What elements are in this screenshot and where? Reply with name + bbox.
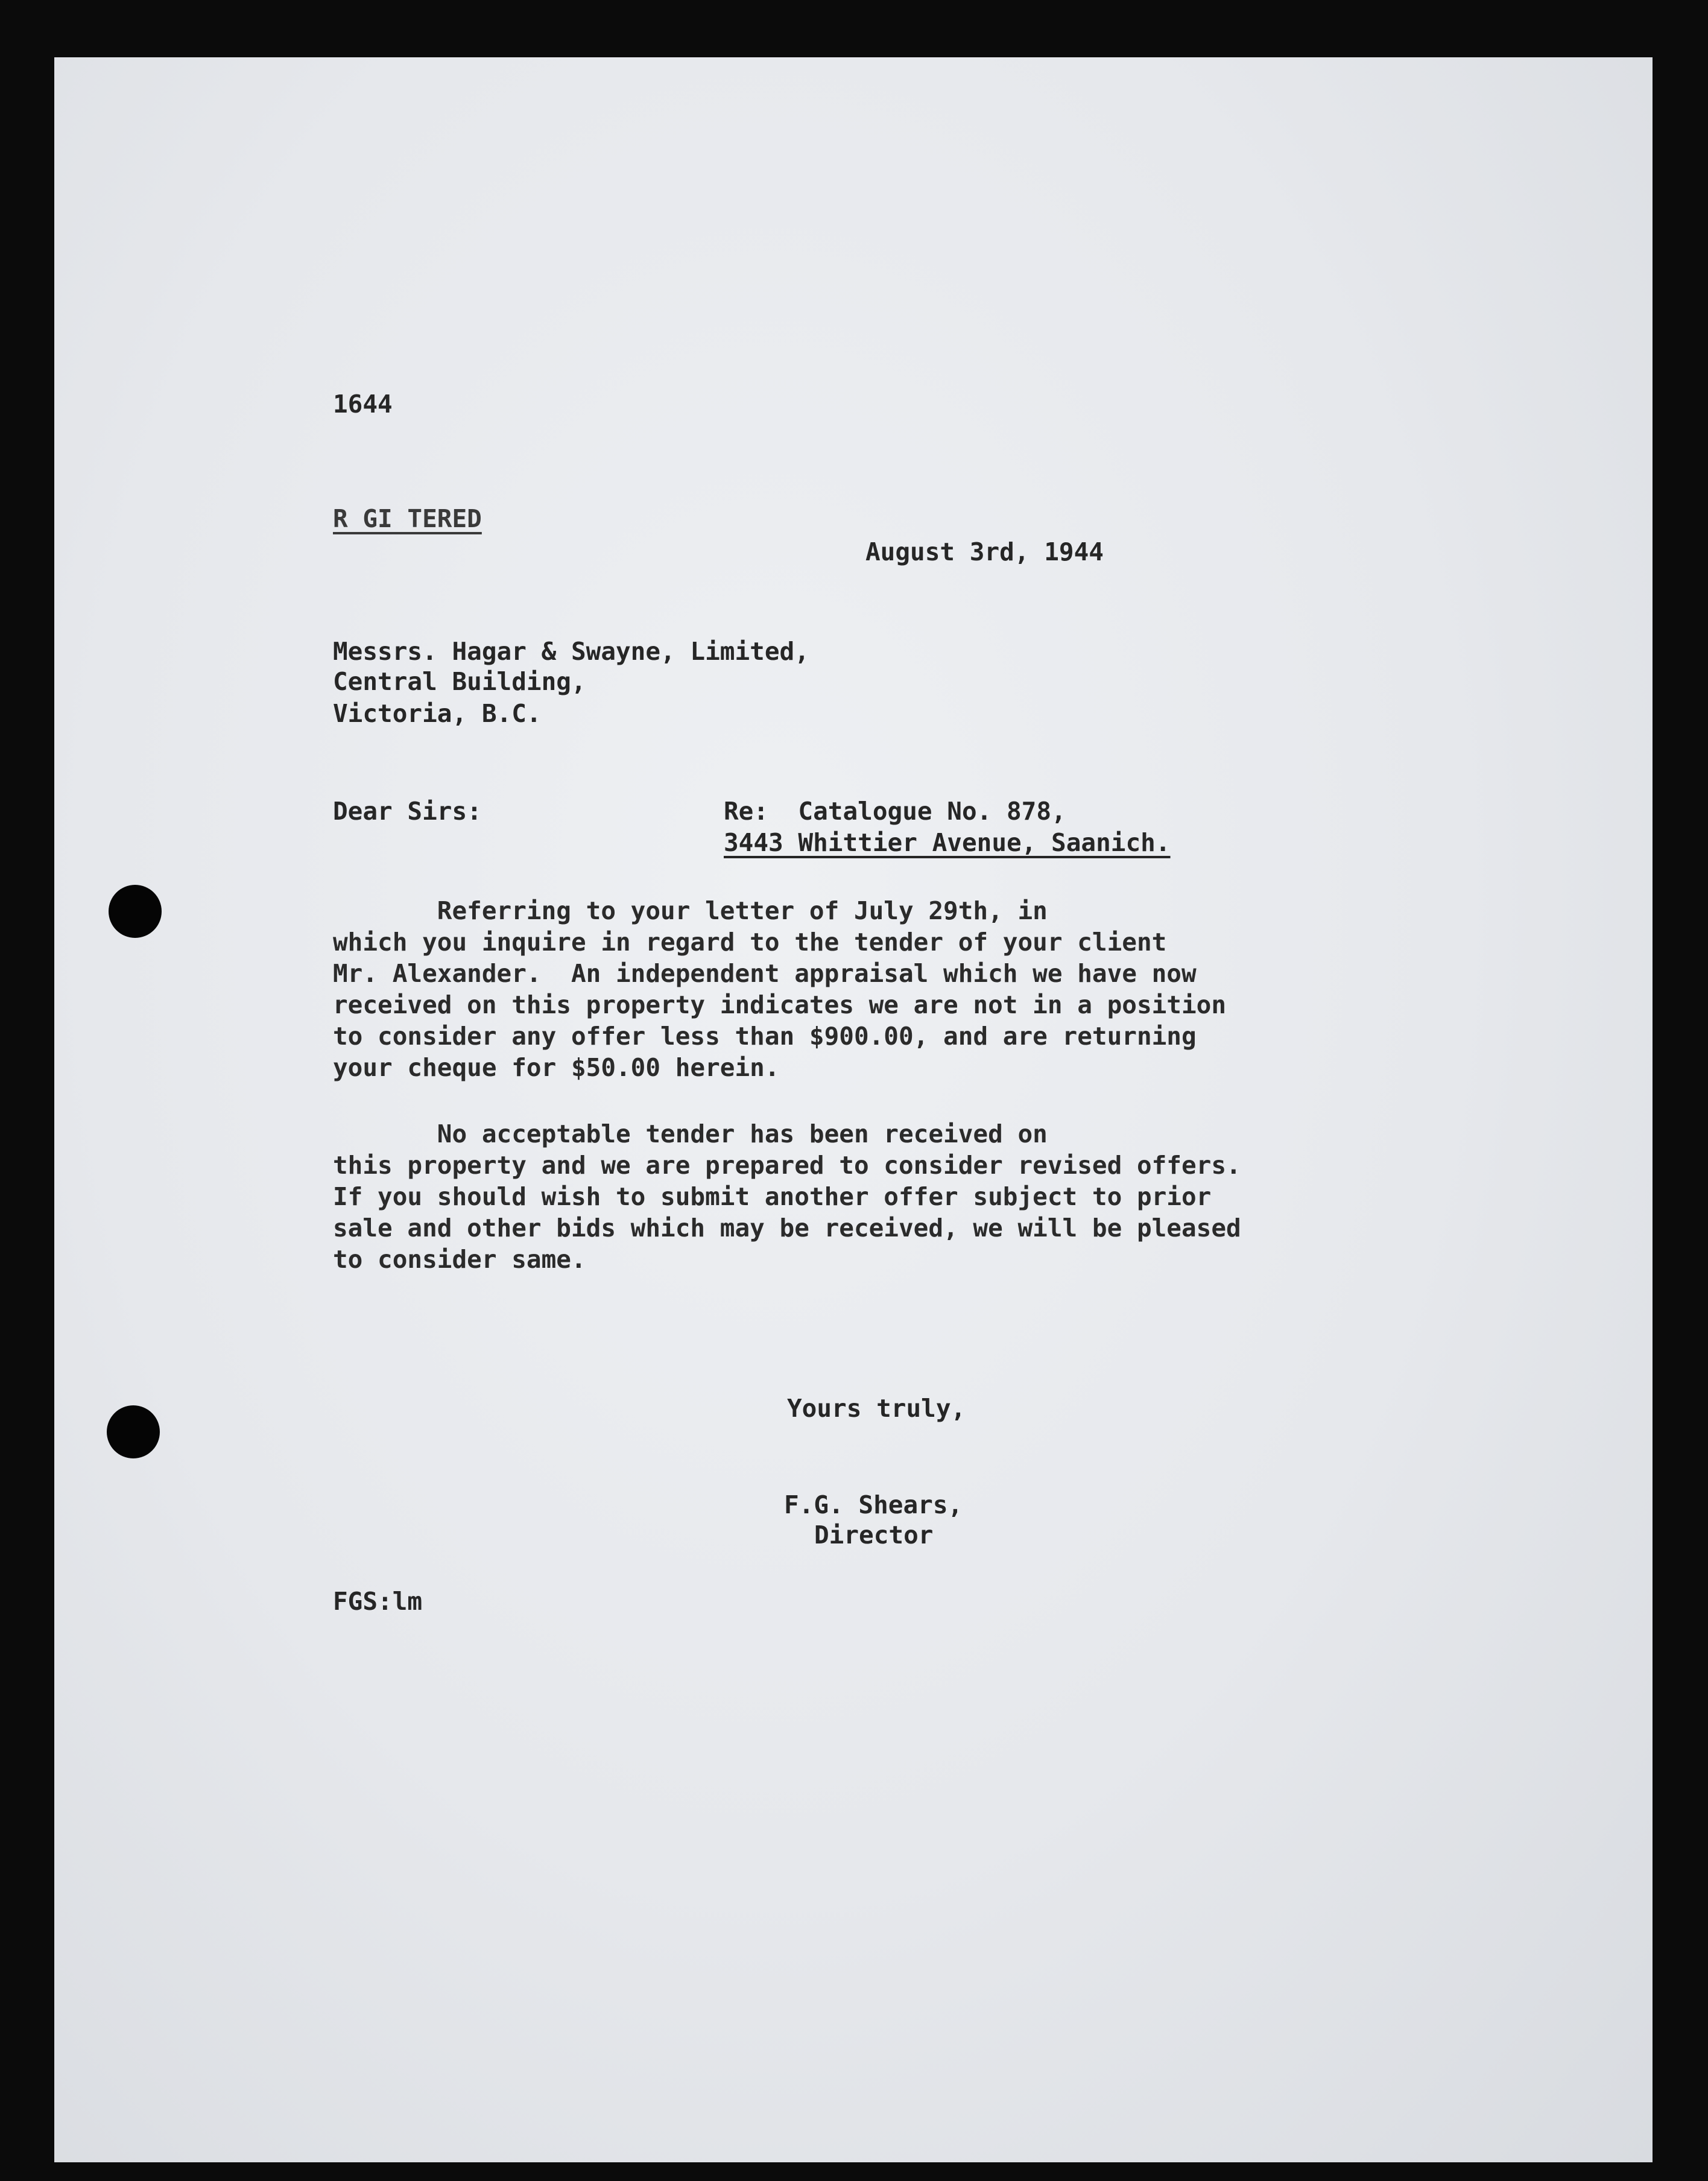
file-number: 1644 [333, 390, 393, 419]
paragraph-2-line: to consider same. [333, 1245, 586, 1274]
closing: Yours truly, [787, 1394, 966, 1423]
recipient-line-3: Victoria, B.C. [333, 699, 542, 728]
paragraph-1-line: received on this property indicates we are not in a position [333, 990, 1227, 1019]
paragraph-2-line: sale and other bids which may be received, we will be pleased [333, 1214, 1241, 1242]
registered-mark: R GI TERED [333, 504, 482, 533]
signature-name: F.G. Shears, [784, 1490, 963, 1519]
paragraph-2-line: No acceptable tender has been received on [333, 1119, 1048, 1148]
punch-hole-top [109, 885, 162, 938]
typist-initials: FGS:lm [333, 1587, 423, 1616]
punch-hole-bottom [107, 1405, 160, 1458]
letter-page [54, 57, 1653, 2162]
paragraph-2-line: If you should wish to submit another offer subject to prior [333, 1182, 1212, 1211]
paragraph-1-line: which you inquire in regard to the tender of your client [333, 928, 1167, 957]
paragraph-1-line: Referring to your letter of July 29th, in [333, 896, 1048, 925]
recipient-line-2: Central Building, [333, 667, 586, 696]
recipient-line-1: Messrs. Hagar & Swayne, Limited, [333, 637, 809, 666]
paragraph-2-line: this property and we are prepared to consider revised offers. [333, 1151, 1241, 1180]
paragraph-1-line: your cheque for $50.00 herein. [333, 1053, 780, 1082]
salutation: Dear Sirs: [333, 797, 482, 826]
letter-date: August 3rd, 1944 [865, 537, 1104, 566]
paragraph-1-line: Mr. Alexander. An independent appraisal which we have now [333, 959, 1197, 988]
signature-title: Director [814, 1521, 934, 1549]
paragraph-1-line: to consider any offer less than $900.00, and are returning [333, 1022, 1197, 1051]
subject-line-1: Re: Catalogue No. 878, [724, 797, 1066, 826]
subject-line-2: 3443 Whittier Avenue, Saanich. [724, 828, 1171, 857]
